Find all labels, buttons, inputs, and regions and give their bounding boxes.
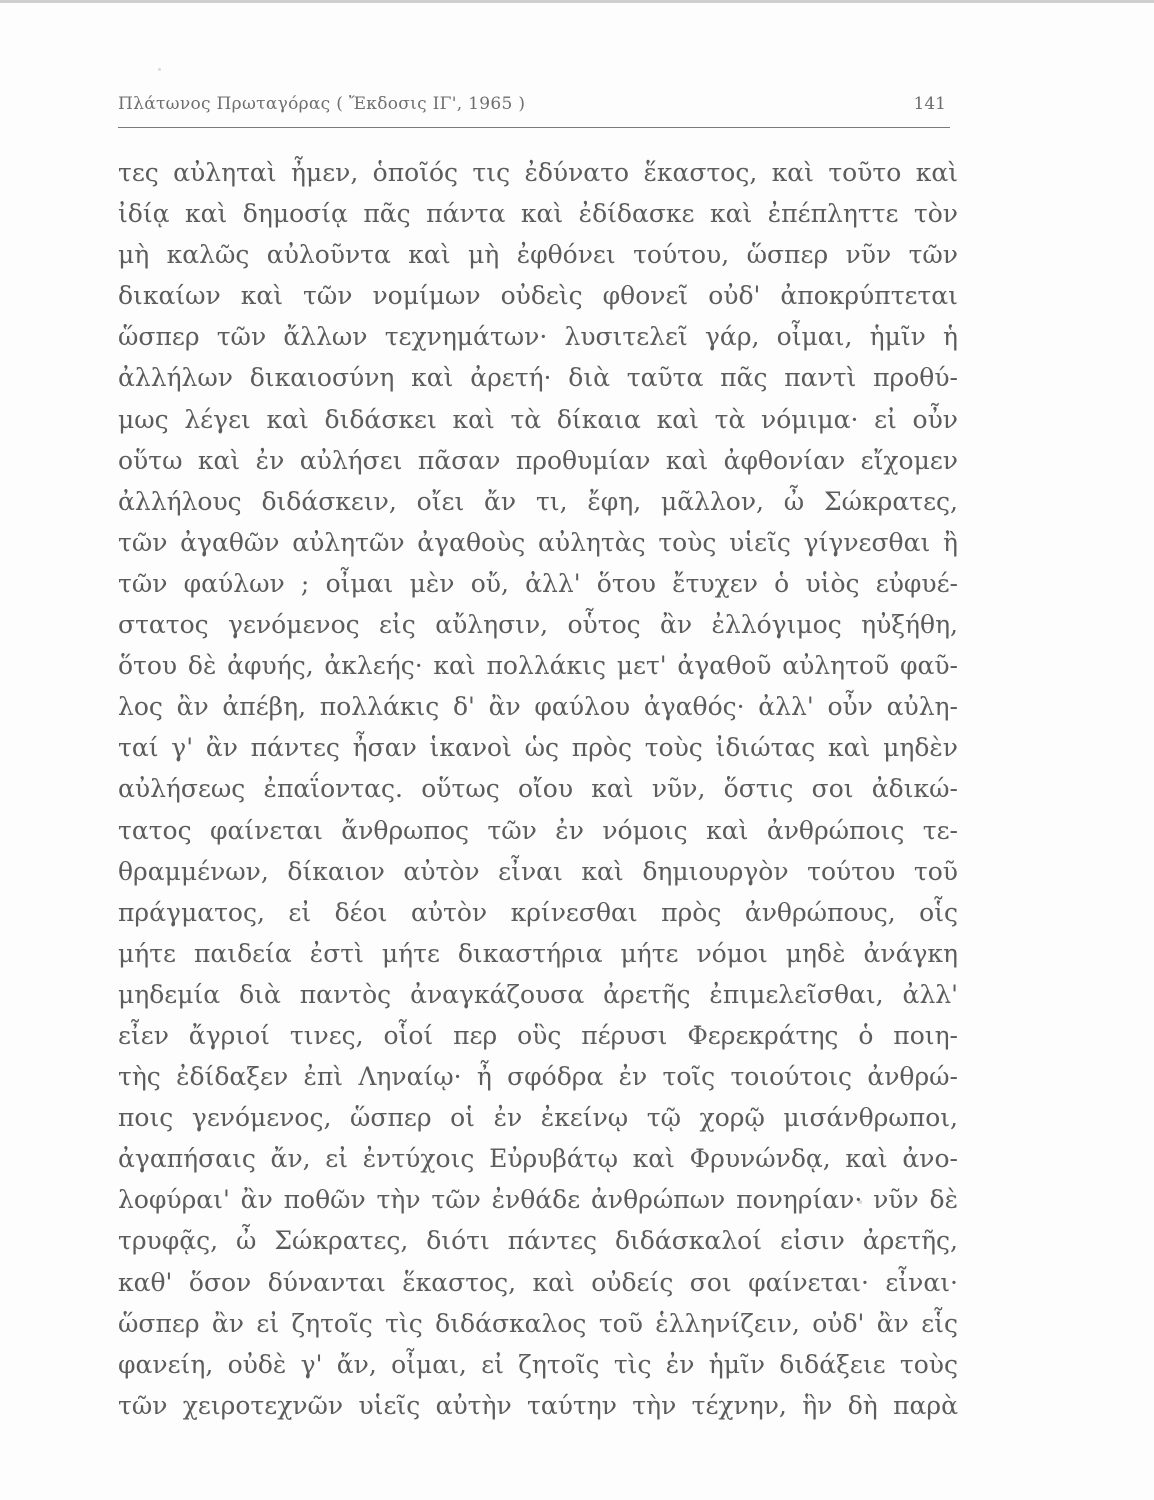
- scan-top-edge: [0, 0, 1154, 3]
- text-line: ἀλλήλων δικαιοσύνη καὶ ἀρετή· διὰ ταῦτα πᾶς παντὶ προθύ-: [118, 363, 958, 393]
- text-line: τῶν χειροτεχνῶν υἱεῖς αὐτὴν ταύτην τὴν τέχνην, ἣν δὴ παρὰ: [118, 1390, 958, 1420]
- text-line: αὐλήσεως ἐπαΐοντας. οὕτως οἴου καὶ νῦν, ὅστις σοι ἀδικώ-: [118, 774, 958, 804]
- page-number: 141: [913, 94, 946, 114]
- text-line: τατος φαίνεται ἄνθρωπος τῶν ἐν νόμοις καὶ ἀνθρώποις τε-: [118, 815, 958, 845]
- text-line: μως λέγει καὶ διδάσκει καὶ τὰ δίκαια καὶ τὰ νόμιμα· εἰ οὖν: [118, 404, 958, 434]
- text-line: ὥσπερ ἂν εἰ ζητοῖς τὶς διδάσκαλος τοῦ ἑλληνίζειν, οὐδ' ἂν εἷς: [118, 1308, 958, 1338]
- text-line: τὴς ἐδίδαξεν ἐπὶ Ληναίῳ· ἦ σφόδρα ἐν τοῖς τοιούτοις ἀνθρώ-: [118, 1062, 958, 1092]
- text-line: ταί γ' ἂν πάντες ἦσαν ἱκανοὶ ὡς πρὸς τοὺς ἰδιώτας καὶ μηδὲν: [118, 733, 958, 763]
- text-line: ἀλλήλους διδάσκειν, οἴει ἄν τι, ἔφη, μᾶλλον, ὦ Σώκρατες,: [118, 486, 958, 516]
- text-line: ἀγαπήσαις ἄν, εἰ ἐντύχοις Εὐρυβάτῳ καὶ Φρυνώνδᾳ, καὶ ἀνο-: [118, 1144, 958, 1174]
- text-line: τες αὐληταὶ ἦμεν, ὁποῖός τις ἐδύνατο ἕκαστος, καὶ τοῦτο καὶ: [118, 158, 958, 187]
- running-title: Πλάτωνος Πρωταγόρας ( Ἔκδοσις ΙΓ', 1965 ): [118, 94, 526, 114]
- text-line: μηδεμία διὰ παντὸς ἀναγκάζουσα ἀρετῆς ἐπιμελεῖσθαι, ἀλλ': [118, 979, 958, 1009]
- text-line: φανείη, οὐδὲ γ' ἄν, οἶμαι, εἰ ζητοῖς τὶς ἐν ἡμῖν διδάξειε τοὺς: [118, 1349, 958, 1379]
- text-line: μήτε παιδεία ἐστὶ μήτε δικαστήρια μήτε νόμοι μηδὲ ἀνάγκη: [118, 938, 958, 968]
- text-line: τῶν φαύλων ; οἶμαι μὲν οὔ, ἀλλ' ὅτου ἔτυχεν ὁ υἱὸς εὐφυέ-: [118, 568, 958, 598]
- text-line: τρυφᾷς, ὦ Σώκρατες, διότι πάντες διδάσκαλοί εἰσιν ἀρετῆς,: [118, 1226, 958, 1256]
- text-body: [118, 152, 958, 1426]
- text-line: ὅτου δὲ ἀφυής, ἀκλεής· καὶ πολλάκις μετ' ἀγαθοῦ αὐλητοῦ φαῦ-: [118, 651, 958, 681]
- scan-speck: [158, 68, 161, 71]
- text-line: ποις γενόμενος, ὥσπερ οἱ ἐν ἐκείνῳ τῷ χορῷ μισάνθρωποι,: [118, 1103, 958, 1133]
- text-line: λος ἂν ἀπέβη, πολλάκις δ' ἂν φαύλου ἀγαθός· ἀλλ' οὖν αὐλη-: [118, 692, 958, 722]
- text-line: εἶεν ἄγριοί τινες, οἷοί περ οὓς πέρυσι Φερεκράτης ὁ ποιη-: [118, 1020, 958, 1050]
- text-line: δικαίων καὶ τῶν νομίμων οὐδεὶς φθονεῖ οὐδ' ἀποκρύπτεται: [118, 281, 958, 311]
- text-line: λοφύραι' ἂν ποθῶν τὴν τῶν ἐνθάδε ἀνθρώπων πονηρίαν· νῦν δὲ: [118, 1185, 958, 1215]
- text-line: οὕτω καὶ ἐν αὐλήσει πᾶσαν προθυμίαν καὶ ἀφθονίαν εἴχομεν: [118, 445, 958, 475]
- header-rule: [118, 127, 950, 128]
- text-line: θραμμένων, δίκαιον αὐτὸν εἶναι καὶ δημιουργὸν τούτου τοῦ: [118, 856, 958, 886]
- text-line: στατος γενόμενος εἰς αὔλησιν, οὗτος ἂν ἐλλόγιμος ηὐξήθη,: [118, 610, 958, 640]
- text-line: τῶν ἀγαθῶν αὐλητῶν ἀγαθοὺς αὐλητὰς τοὺς υἱεῖς γίγνεσθαι ἢ: [118, 527, 958, 557]
- text-line: ἰδίᾳ καὶ δημοσίᾳ πᾶς πάντα καὶ ἐδίδασκε καὶ ἐπέπληττε τὸν: [118, 199, 958, 229]
- text-line: μὴ καλῶς αὐλοῦντα καὶ μὴ ἐφθόνει τούτου, ὥσπερ νῦν τῶν: [118, 240, 958, 270]
- text-line: καθ' ὅσον δύνανται ἕκαστος, καὶ οὐδείς σοι φαίνεται· εἶναι·: [118, 1267, 958, 1297]
- text-line: πράγματος, εἰ δέοι αὐτὸν κρίνεσθαι πρὸς ἀνθρώπους, οἷς: [118, 897, 958, 927]
- text-line: ὥσπερ τῶν ἄλλων τεχνημάτων· λυσιτελεῖ γάρ, οἶμαι, ἡμῖν ἡ: [118, 322, 958, 352]
- running-header: [118, 94, 950, 124]
